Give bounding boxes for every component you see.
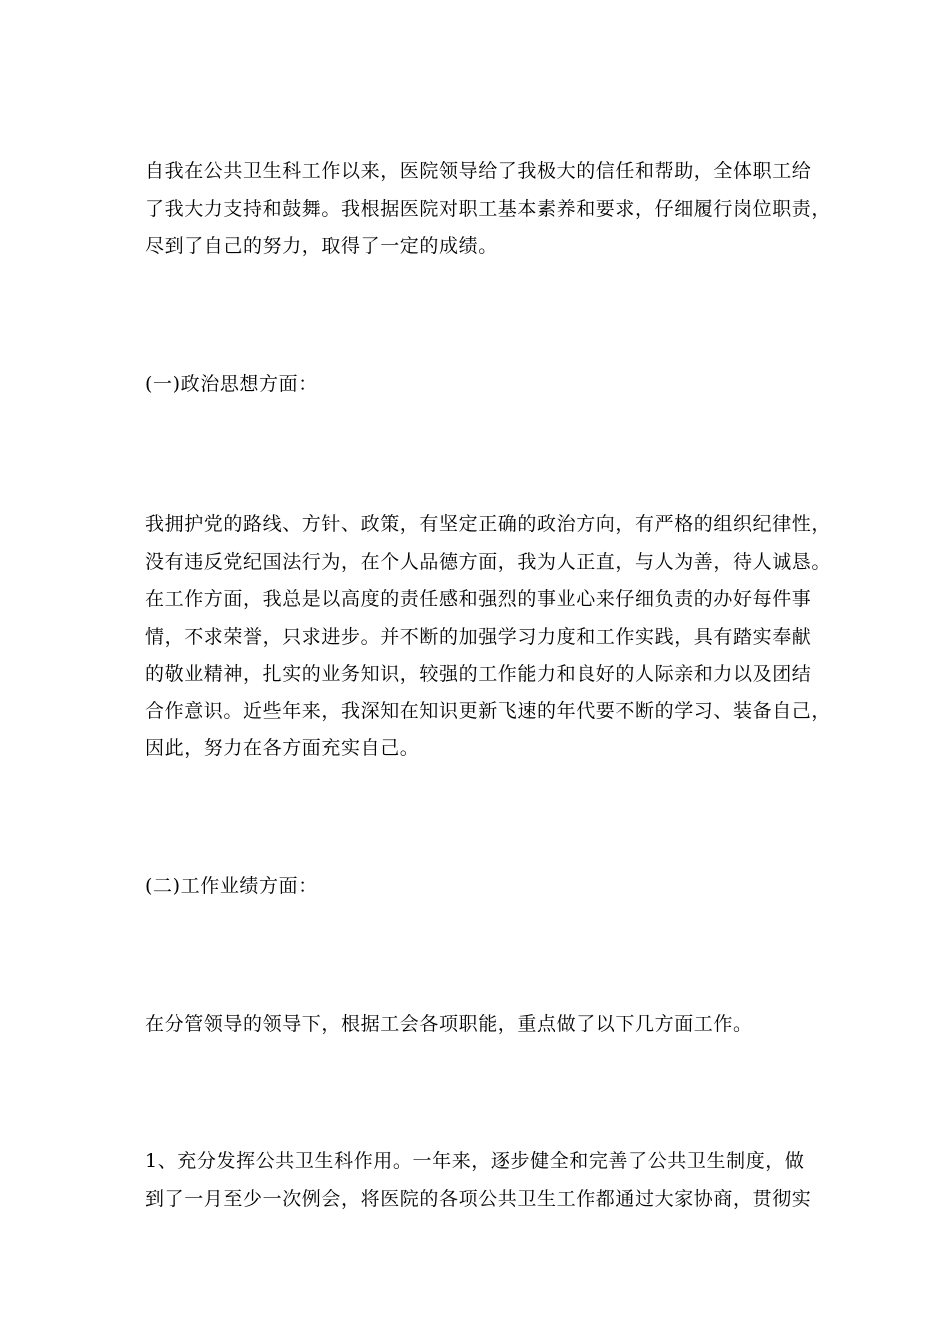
performance-intro-line-1: 在分管领导的领导下，根据工会各项职能，重点做了以下几方面工作。 [145,1013,753,1035]
intro-paragraph-line-1: 自我在公共卫生科工作以来，医院领导给了我极大的信任和帮助，全体职工给 [145,160,812,182]
intro-paragraph-line-2: 了我大力支持和鼓舞。我根据医院对职工基本素养和要求，仔细履行岗位职责， [145,198,832,220]
section-heading-performance: (二)工作业绩方面： [145,875,318,897]
item-1-paragraph-line-1: 1、充分发挥公共卫生科作用。一年来，逐步健全和完善了公共卫生制度，做 [145,1150,805,1172]
political-paragraph-line-2: 没有违反党纪国法行为，在个人品德方面，我为人正直，与人为善，待人诚恳。 [145,551,832,573]
section-heading-political: (一)政治思想方面： [145,373,318,395]
political-paragraph-line-7: 因此，努力在各方面充实自己。 [145,737,420,759]
item-1-paragraph-line-2: 到了一月至少一次例会，将医院的各项公共卫生工作都通过大家协商，贯彻实 [145,1188,812,1210]
political-paragraph-line-3: 在工作方面，我总是以高度的责任感和强烈的事业心来仔细负责的办好每件事 [145,588,812,610]
political-paragraph-line-5: 的敬业精神，扎实的业务知识，较强的工作能力和良好的人际亲和力以及团结 [145,663,812,685]
political-paragraph-line-6: 合作意识。近些年来，我深知在知识更新飞速的年代要不断的学习、装备自己， [145,700,832,722]
intro-paragraph-line-3: 尽到了自己的努力，取得了一定的成绩。 [145,235,498,257]
political-paragraph-line-1: 我拥护党的路线、方针、政策，有坚定正确的政治方向，有严格的组织纪律性， [145,513,832,535]
political-paragraph-line-4: 情，不求荣誉，只求进步。并不断的加强学习力度和工作实践，具有踏实奉献 [145,626,812,648]
